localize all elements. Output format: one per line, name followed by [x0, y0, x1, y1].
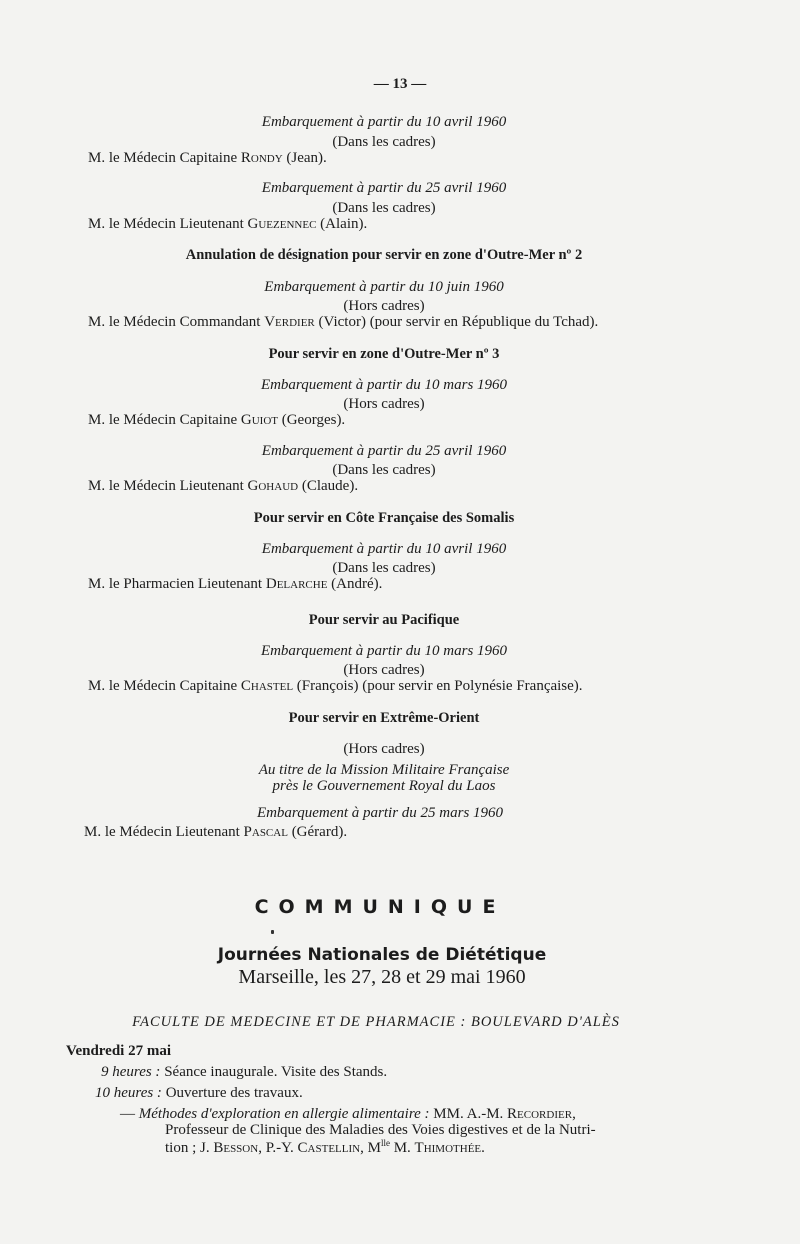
person-name: Thimothée [414, 1140, 482, 1156]
person-name: Besson [213, 1140, 259, 1156]
status-line: (Dans les cadres) [332, 134, 436, 150]
person-name: Verdier [264, 314, 315, 330]
embarkation-date: Embarquement à partir du 25 mars 1960 [256, 805, 504, 821]
faculty-line: FACULTE DE MEDECINE ET DE PHARMACIE : BOULEVARD D'ALÈS [132, 1014, 620, 1030]
communique-title: COMMUNIQUE [254, 896, 506, 918]
person-name: Delarche [265, 576, 328, 592]
talk-title: Méthodes d'exploration en allergie alimentaire : [138, 1106, 430, 1122]
status-line: (Hors cadres) [343, 662, 425, 678]
section-heading: Pour servir en Côte Française des Somalis [253, 510, 515, 526]
person-name: Castellin [297, 1140, 361, 1156]
assignment-line: M. le Médecin Lieutenant Guezennec (Alain). [88, 216, 368, 232]
embarkation-date: Embarquement à partir du 10 mars 1960 [260, 377, 508, 393]
mission-line: près le Gouvernement Royal du Laos [272, 778, 496, 794]
assignment-line: M. le Médecin Capitaine Guiot (Georges). [88, 412, 346, 428]
section-heading: Pour servir au Pacifique [308, 612, 460, 628]
event-place-date: Marseille, les 27, 28 et 29 mai 1960 [238, 966, 526, 988]
section-heading: Annulation de désignation pour servir en zone d'Outre-Mer nº 2 [185, 247, 583, 263]
assignment-line: M. le Médecin Lieutenant Gohaud (Claude). [88, 478, 359, 494]
embarkation-date: Embarquement à partir du 10 avril 1960 [261, 541, 507, 557]
status-line: (Dans les cadres) [332, 560, 436, 576]
embarkation-date: Embarquement à partir du 25 avril 1960 [261, 180, 507, 196]
person-name: Guezennec [247, 216, 317, 232]
event-title: Journées Nationales de Diététique [217, 945, 547, 965]
assignment-line: M. le Médecin Lieutenant Pascal (Gérard). [84, 824, 348, 840]
schedule-time: 9 heures : [101, 1064, 161, 1080]
status-line: (Hors cadres) [343, 298, 425, 314]
assignment-line: M. le Pharmacien Lieutenant Delarche (André). [88, 576, 383, 592]
assignment-line: M. le Médecin Commandant Verdier (Victor) (pour servir en République du Tchad). [88, 314, 599, 330]
section-heading: Pour servir en Extrême-Orient [288, 710, 480, 726]
schedule-item: 10 heures : Ouverture des travaux. [95, 1085, 303, 1101]
assignment-line: M. le Médecin Capitaine Rondy (Jean). [88, 150, 327, 166]
status-line: (Dans les cadres) [332, 462, 436, 478]
status-line: (Dans les cadres) [332, 200, 436, 216]
person-name: Gohaud [247, 478, 299, 494]
person-name: Rondy [240, 150, 283, 166]
talk-entry: — Méthodes d'exploration en allergie alimentaire : MM. A.-M. Recordier, [120, 1106, 576, 1122]
section-heading: Pour servir en zone d'Outre-Mer nº 3 [268, 346, 500, 362]
person-name: Recordier [507, 1106, 573, 1122]
status-line: (Hors cadres) [343, 741, 425, 757]
talk-entry-continued: Professeur de Clinique des Maladies des Voies digestives et de la Nutri- [165, 1122, 596, 1138]
person-name: Guiot [240, 412, 278, 428]
embarkation-date: Embarquement à partir du 10 juin 1960 [264, 279, 504, 295]
talk-entry-continued: tion ; J. Besson, P.-Y. Castellin, $M^{lle}$ M. Thimothée. [165, 1138, 485, 1156]
day-heading: Vendredi 27 mai [66, 1043, 172, 1059]
bullet-mark [271, 930, 274, 934]
schedule-time: 10 heures : [95, 1085, 162, 1101]
status-line: (Hors cadres) [343, 396, 425, 412]
mission-line: Au titre de la Mission Militaire Française [258, 762, 510, 778]
assignment-line: M. le Médecin Capitaine Chastel (François) (pour servir en Polynésie Française). [88, 678, 583, 694]
page-number: — 13 — [373, 76, 427, 92]
schedule-item: 9 heures : Séance inaugurale. Visite des Stands. [101, 1064, 388, 1080]
embarkation-date: Embarquement à partir du 25 avril 1960 [261, 443, 507, 459]
embarkation-date: Embarquement à partir du 10 mars 1960 [260, 643, 508, 659]
person-name: Chastel [240, 678, 294, 694]
embarkation-date: Embarquement à partir du 10 avril 1960 [261, 114, 507, 130]
person-name: Pascal [243, 824, 288, 840]
